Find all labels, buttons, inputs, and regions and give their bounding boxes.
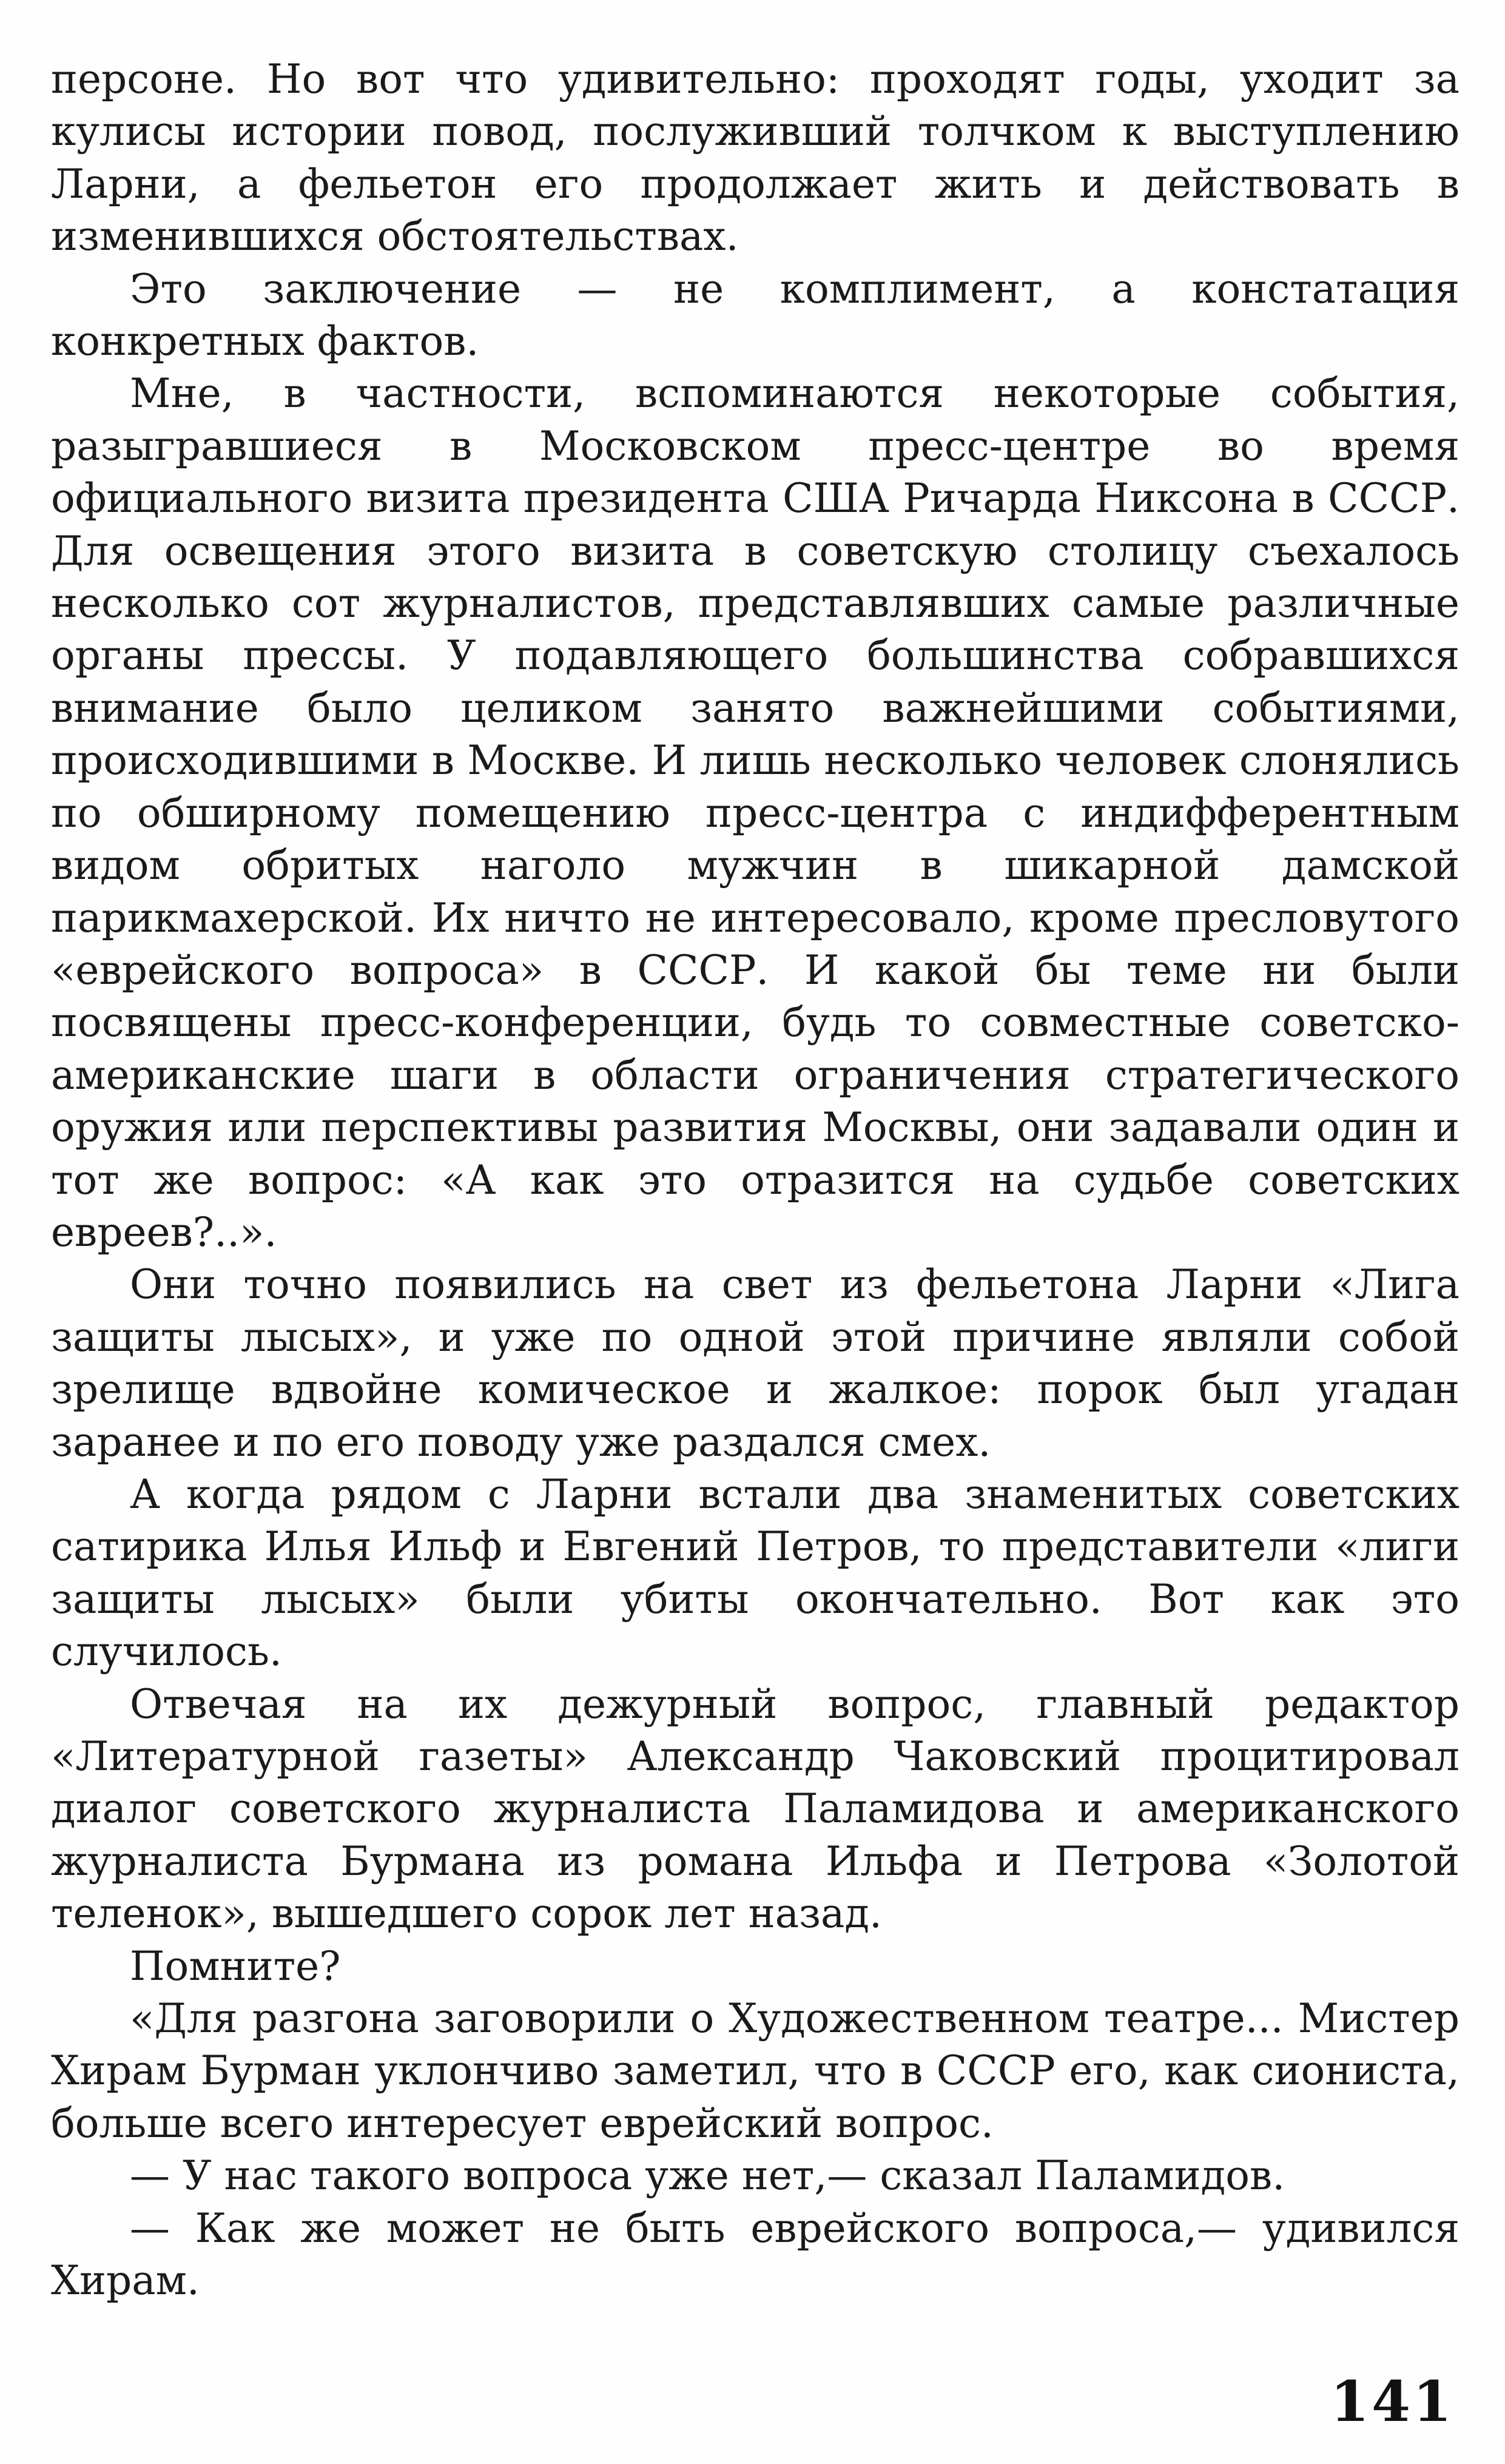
paragraph-1: персоне. Но вот что удивительно: проходят годы, уходит за кулисы истории повод, послуживший толчком к выступлению Ларни, а фельетон его продолжает жить и действовать в изменившихся обстоятельствах.	[51, 56, 1460, 260]
paragraph-4: Они точно появились на свет из фельетона Ларни «Лига защиты лысых», и уже по одной этой причине являли собой зрелище вдвойне комическое и жалкое: порок был угадан заранее и по его поводу уже раздался смех.	[51, 1261, 1460, 1466]
paragraph-5: А когда рядом с Ларни встали два знаменитых советских сатирика Илья Ильф и Евгений Петров, то представители «лиги защиты лысых» были убиты окончательно. Вот как это случилось.	[51, 1470, 1460, 1675]
paragraph-10: — Как же может не быть еврейского вопроса,— удивился Хирам.	[51, 2204, 1460, 2304]
paragraph-7: Помните?	[130, 1942, 341, 1990]
paragraph-2: Это заключение — не комплимент, а констатация конкретных фактов.	[51, 265, 1460, 365]
paragraph-9: — У нас такого вопроса уже нет,— сказал Паламидов.	[130, 2152, 1285, 2200]
body-text	[51, 53, 1460, 2307]
paragraph-6: Отвечая на их дежурный вопрос, главный редактор «Литературной газеты» Александр Чаковский процитировал диалог советского журналиста Паламидова и американского журналиста Бурмана из романа Ильфа и Петрова «Золотой теленок», вышедшего сорок лет назад.	[51, 1680, 1460, 1937]
paragraph-8: «Для разгона заговорили о Художественном театре... Мистер Хирам Бурман уклончиво заметил, что в СССР его, как сиониста, больше всего интересует еврейский вопрос.	[51, 1995, 1460, 2147]
page-number: 141	[1330, 2369, 1454, 2434]
paragraph-3: Мне, в частности, вспоминаются некоторые события, разыгравшиеся в Московском пресс-центре во время официального визита президента США Ричарда Никсона в СССР. Для освещения этого визита в советскую столицу съехалось несколько сот журналистов, представлявших самые различные органы прессы. У подавляющего большинства собравшихся внимание было целиком занято важнейшими событиями, происходившими в Москве. И лишь несколько человек слонялись по обширному помещению пресс-центра с индифферентным видом обритых наголо мужчин в шикарной дамской парикмахерской. Их ничто не интересовало, кроме пресловутого «еврейского вопроса» в СССР. И какой бы теме ни были посвящены пресс-конференции, будь то совместные советско-американские шаги в области ограничения стратегического оружия или перспективы развития Москвы, они задавали один и тот же вопрос: «А как это отразится на судьбе советских евреев?..».	[51, 370, 1460, 1256]
